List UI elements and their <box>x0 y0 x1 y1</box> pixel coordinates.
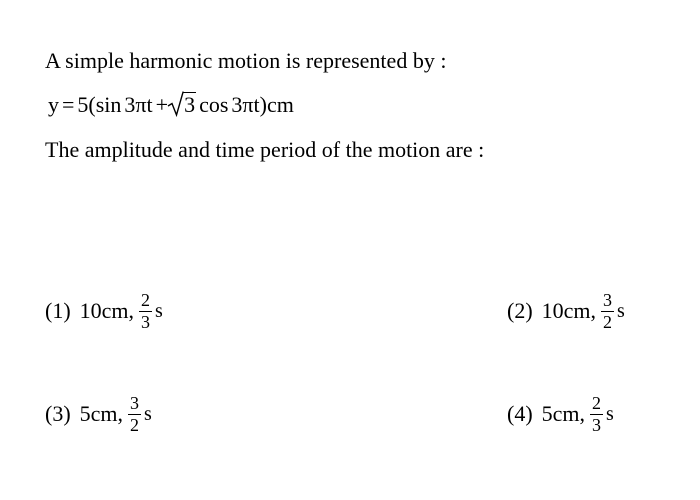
radicand: 3 <box>184 92 196 117</box>
fraction-denominator: 3 <box>141 311 151 332</box>
option-number: (3) <box>45 401 71 426</box>
period-unit: s <box>617 299 625 322</box>
equation-plus: + <box>155 92 169 117</box>
equation-equals: = <box>62 92 75 117</box>
equation-arg1: 3πt <box>124 92 153 117</box>
fraction-numerator: 2 <box>141 289 151 310</box>
radical-sign-icon <box>168 90 184 118</box>
question-text-line3: The amplitude and time period of the motion are : <box>45 137 485 162</box>
equation-arg2: 3πt <box>231 92 260 117</box>
equation-unit: cm <box>266 92 294 117</box>
question-text-line1: A simple harmonic motion is represented by : <box>45 48 447 73</box>
option-number: (2) <box>507 298 533 323</box>
period-fraction <box>590 394 603 435</box>
option-amplitude: 5cm, <box>79 401 124 426</box>
option-amplitude: 5cm, <box>541 401 586 426</box>
option-3[interactable] <box>45 386 152 442</box>
period-fraction <box>601 291 614 332</box>
equation-close: ) <box>259 92 267 117</box>
fraction-denominator: 3 <box>592 414 602 435</box>
equation-cos: cos <box>199 92 229 117</box>
option-4[interactable] <box>507 386 614 442</box>
option-1[interactable] <box>45 283 163 339</box>
equation-lhs: y <box>48 92 59 117</box>
option-number: (1) <box>45 298 71 323</box>
shm-equation <box>48 92 294 118</box>
fraction-numerator: 2 <box>592 392 602 413</box>
fraction-denominator: 2 <box>603 311 613 332</box>
option-amplitude: 10cm, <box>79 298 135 323</box>
period-unit: s <box>155 299 163 322</box>
period-unit: s <box>144 402 152 425</box>
option-number: (4) <box>507 401 533 426</box>
option-2[interactable] <box>507 283 625 339</box>
period-unit: s <box>606 402 614 425</box>
fraction-numerator: 3 <box>603 289 613 310</box>
option-amplitude: 10cm, <box>541 298 597 323</box>
equation-coef: 5(sin <box>77 92 122 117</box>
square-root <box>168 92 196 118</box>
period-fraction <box>139 291 152 332</box>
period-fraction <box>128 394 141 435</box>
fraction-numerator: 3 <box>130 392 140 413</box>
fraction-denominator: 2 <box>130 414 140 435</box>
